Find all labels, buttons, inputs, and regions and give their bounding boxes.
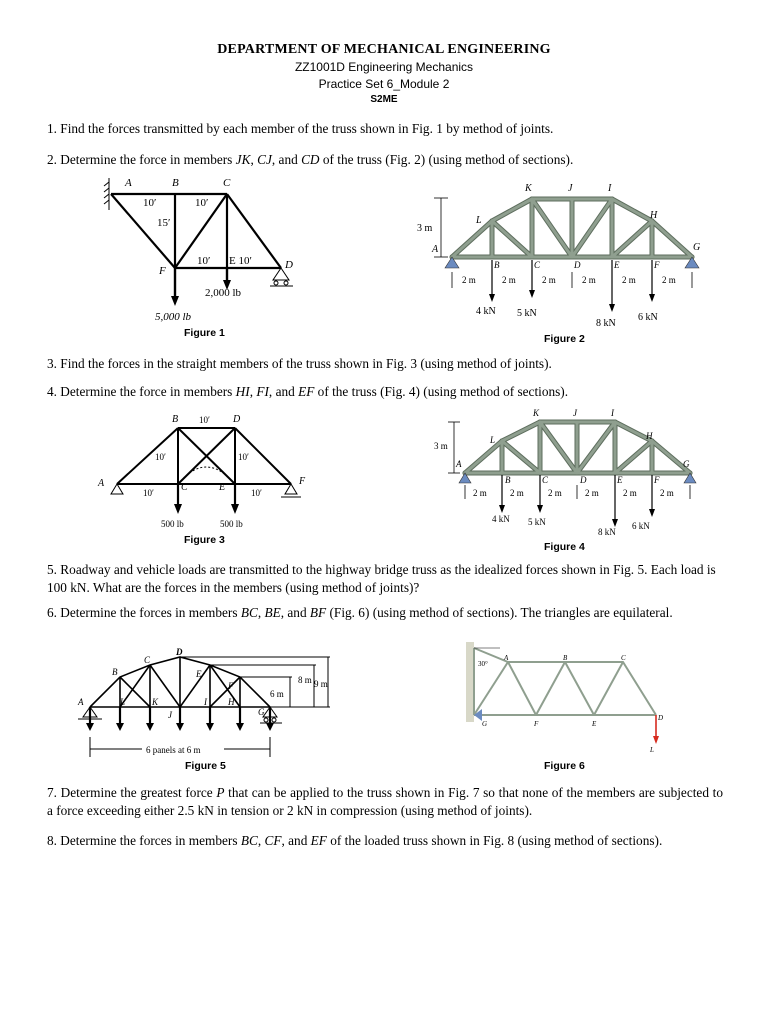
fig3-node-f: F — [299, 476, 306, 487]
fig2-spacing-3: 2 m — [542, 275, 556, 285]
fig2-node-i: I — [608, 183, 612, 194]
figure-5-caption: Figure 5 — [185, 760, 226, 772]
q6-sep-2: , and — [280, 605, 310, 620]
fig2-load-1: 4 kN — [476, 306, 496, 317]
q6-member-2: BE — [264, 605, 281, 620]
q6-text-end: (Fig. 6) (using method of sections). The triangles are equilateral. — [326, 605, 673, 620]
q6-member-1: BC — [240, 605, 258, 620]
fig4-load-2: 5 kN — [528, 517, 546, 527]
fig5-span-label: 6 panels at 6 m — [146, 745, 201, 755]
q2-sep-2: , and — [271, 152, 302, 167]
fig5-node-d: D — [176, 647, 183, 657]
fig1-load-1: 5,000 lb — [155, 311, 192, 323]
question-8 — [47, 832, 723, 850]
fig1-dim-ed: E 10′ — [229, 255, 252, 267]
figure-1-truss — [95, 172, 325, 332]
fig2-node-l: L — [476, 215, 482, 226]
fig5-node-k: K — [152, 697, 159, 707]
fig6-node-d: D — [658, 714, 664, 722]
question-7 — [47, 784, 723, 820]
fig3-load-1: 500 lb — [161, 519, 184, 529]
question-1: 1. Find the forces transmitted by each member of the truss shown in Fig. 1 by method of joints. — [47, 121, 554, 136]
fig2-node-h: H — [650, 210, 658, 221]
question-2 — [47, 151, 723, 169]
fig5-dim-9m: 9 m — [314, 679, 328, 689]
fig4-load-3: 8 kN — [598, 527, 616, 537]
figure-5-truss — [62, 645, 347, 760]
fig6-node-e: E — [592, 720, 597, 728]
q2-text-end: of the truss (Fig. 2) (using method of sections). — [319, 152, 574, 167]
q2-sep-1: , — [250, 152, 258, 167]
figure-3-caption: Figure 3 — [184, 534, 225, 546]
figure-2-truss — [412, 176, 712, 336]
fig6-node-a: A — [504, 654, 509, 662]
q8-sep-1: , — [257, 833, 265, 848]
fig3-node-a: A — [98, 478, 105, 489]
fig5-node-b: B — [112, 667, 118, 677]
fig3-load-2: 500 lb — [220, 519, 243, 529]
fig5-node-h: H — [228, 697, 235, 707]
fig5-dim-8m: 8 m — [298, 675, 312, 685]
q8-text: 8. Determine the forces in members — [47, 833, 241, 848]
fig4-node-b: B — [505, 475, 511, 485]
fig5-node-i: I — [204, 697, 207, 707]
fig5-node-c: C — [144, 655, 151, 665]
fig4-node-j: J — [573, 408, 577, 418]
fig4-node-k: K — [533, 408, 540, 418]
practice-set-title: Practice Set 6_Module 2 — [318, 77, 450, 91]
fig6-node-c: C — [621, 654, 626, 662]
q2-member-2: CJ — [257, 152, 272, 167]
fig4-node-e: E — [617, 475, 623, 485]
fig3-node-d: D — [233, 414, 241, 425]
fig4-node-c: C — [542, 475, 549, 485]
figure-1-caption: Figure 1 — [184, 327, 225, 339]
q4-member-1: HI — [235, 384, 250, 399]
q8-text-end: of the loaded truss shown in Fig. 8 (using method of sections). — [326, 833, 663, 848]
fig4-spacing-2: 2 m — [510, 488, 524, 498]
fig4-node-f: F — [654, 475, 660, 485]
q8-member-1: BC — [240, 833, 258, 848]
fig5-node-a: A — [78, 697, 84, 707]
fig3-dim-right: 10′ — [238, 452, 249, 462]
figure-4-caption: Figure 4 — [544, 541, 585, 553]
fig3-node-b: B — [172, 414, 179, 425]
figure-2-caption: Figure 2 — [544, 333, 585, 345]
fig4-spacing-1: 2 m — [473, 488, 487, 498]
fig2-node-k: K — [525, 183, 532, 194]
fig4-spacing-6: 2 m — [660, 488, 674, 498]
fig4-spacing-4: 2 m — [585, 488, 599, 498]
fig1-dim-bc: 10′ — [195, 197, 209, 209]
fig1-node-b: B — [172, 177, 179, 189]
fig1-node-d: D — [285, 259, 293, 271]
fig2-node-d: D — [574, 260, 581, 270]
fig5-node-e: E — [196, 669, 202, 679]
fig2-node-c: C — [534, 260, 541, 270]
fig6-node-f: F — [534, 720, 539, 728]
q2-member-1: JK — [235, 152, 251, 167]
fig2-load-4: 6 kN — [638, 312, 658, 323]
fig1-node-f: F — [159, 265, 166, 277]
fig3-node-c: C — [181, 482, 188, 493]
fig6-angle: 30° — [478, 660, 488, 668]
q7-force-p: P — [216, 785, 225, 800]
q6-sep-1: , — [257, 605, 265, 620]
q4-sep-1: , — [249, 384, 257, 399]
q7-text-end: that can be applied to the truss shown in Fig. 7 so that none of the members are subjected to a force exceeding either 2.5 kN in tension or 2 kN in compression (using method of joints). — [47, 785, 723, 818]
q8-member-3: EF — [310, 833, 327, 848]
fig4-node-a: A — [456, 459, 462, 469]
fig2-node-j: J — [568, 183, 573, 194]
fig2-spacing-6: 2 m — [662, 275, 676, 285]
q4-text-end: of the truss (Fig. 4) (using method of sections). — [314, 384, 569, 399]
question-3: 3. Find the forces in the straight members of the truss shown in Fig. 3 (using method of joints). — [47, 356, 552, 371]
fig2-height: 3 m — [417, 223, 433, 234]
fig2-spacing-4: 2 m — [582, 275, 596, 285]
q4-member-2: FI — [256, 384, 269, 399]
fig6-load: L — [650, 746, 654, 754]
course-title: ZZ1001D Engineering Mechanics — [294, 60, 474, 74]
question-6 — [47, 604, 723, 622]
question-4 — [47, 383, 723, 401]
department-title: DEPARTMENT OF MECHANICAL ENGINEERING — [217, 42, 551, 57]
q4-text: 4. Determine the force in members — [47, 384, 236, 399]
fig3-dim-bottom-left: 10′ — [143, 488, 154, 498]
fig4-node-l: L — [490, 435, 496, 445]
fig2-node-a: A — [432, 244, 439, 255]
fig5-node-j: J — [168, 710, 172, 720]
fig1-dim-af: 15′ — [157, 217, 171, 229]
fig4-node-i: I — [611, 408, 614, 418]
fig3-node-e: E — [219, 482, 226, 493]
fig4-node-g: G — [683, 459, 690, 469]
question-5: 5. Roadway and vehicle loads are transmitted to the highway bridge truss as the idealized forces shown in Fig. 5. Each load is 100 kN. What are the forces in the members (using method of joints)? — [47, 562, 716, 595]
q6-text: 6. Determine the forces in members — [47, 605, 241, 620]
fig4-load-4: 6 kN — [632, 521, 650, 531]
fig5-node-f: F — [228, 681, 234, 691]
fig2-node-f: F — [654, 260, 660, 270]
q4-member-3: EF — [298, 384, 315, 399]
fig4-height: 3 m — [434, 441, 448, 451]
fig2-spacing-1: 2 m — [462, 275, 476, 285]
fig3-dim-top: 10′ — [199, 415, 210, 425]
fig1-dim-ab: 10′ — [143, 197, 157, 209]
fig5-dim-6m: 6 m — [270, 689, 284, 699]
q8-member-2: CF — [264, 833, 282, 848]
fig6-node-g: G — [482, 720, 488, 728]
fig2-spacing-5: 2 m — [622, 275, 636, 285]
fig4-node-d: D — [580, 475, 587, 485]
fig3-dim-left: 10′ — [155, 452, 166, 462]
fig5-node-l: L — [120, 697, 126, 707]
fig1-node-a: A — [125, 177, 132, 189]
fig1-node-c: C — [223, 177, 231, 189]
fig4-node-h: H — [646, 431, 653, 441]
fig4-spacing-3: 2 m — [548, 488, 562, 498]
fig5-node-g: G — [258, 707, 265, 717]
figure-4-truss — [420, 405, 710, 545]
q2-member-3: CD — [301, 152, 320, 167]
q2-text: 2. Determine the force in members — [47, 152, 236, 167]
fig3-dim-bottom-right: 10′ — [251, 488, 262, 498]
fig2-node-b: B — [494, 260, 500, 270]
fig2-load-3: 8 kN — [596, 318, 616, 329]
fig2-spacing-2: 2 m — [502, 275, 516, 285]
figure-3-truss — [95, 410, 315, 535]
batch-label: S2ME — [370, 94, 398, 105]
fig1-dim-fe: 10′ — [197, 255, 211, 267]
fig2-node-e: E — [614, 260, 620, 270]
fig6-node-b: B — [563, 654, 568, 662]
fig2-load-2: 5 kN — [517, 308, 537, 319]
q4-sep-2: , and — [268, 384, 299, 399]
fig1-load-2: 2,000 lb — [205, 287, 242, 299]
figure-6-caption: Figure 6 — [544, 760, 585, 772]
fig4-spacing-5: 2 m — [623, 488, 637, 498]
q8-sep-2: , and — [281, 833, 311, 848]
fig4-load-1: 4 kN — [492, 514, 510, 524]
q7-text: 7. Determine the greatest force — [47, 785, 217, 800]
q6-member-3: BF — [309, 605, 327, 620]
fig2-node-g: G — [693, 242, 701, 253]
figure-6-truss — [460, 640, 670, 760]
